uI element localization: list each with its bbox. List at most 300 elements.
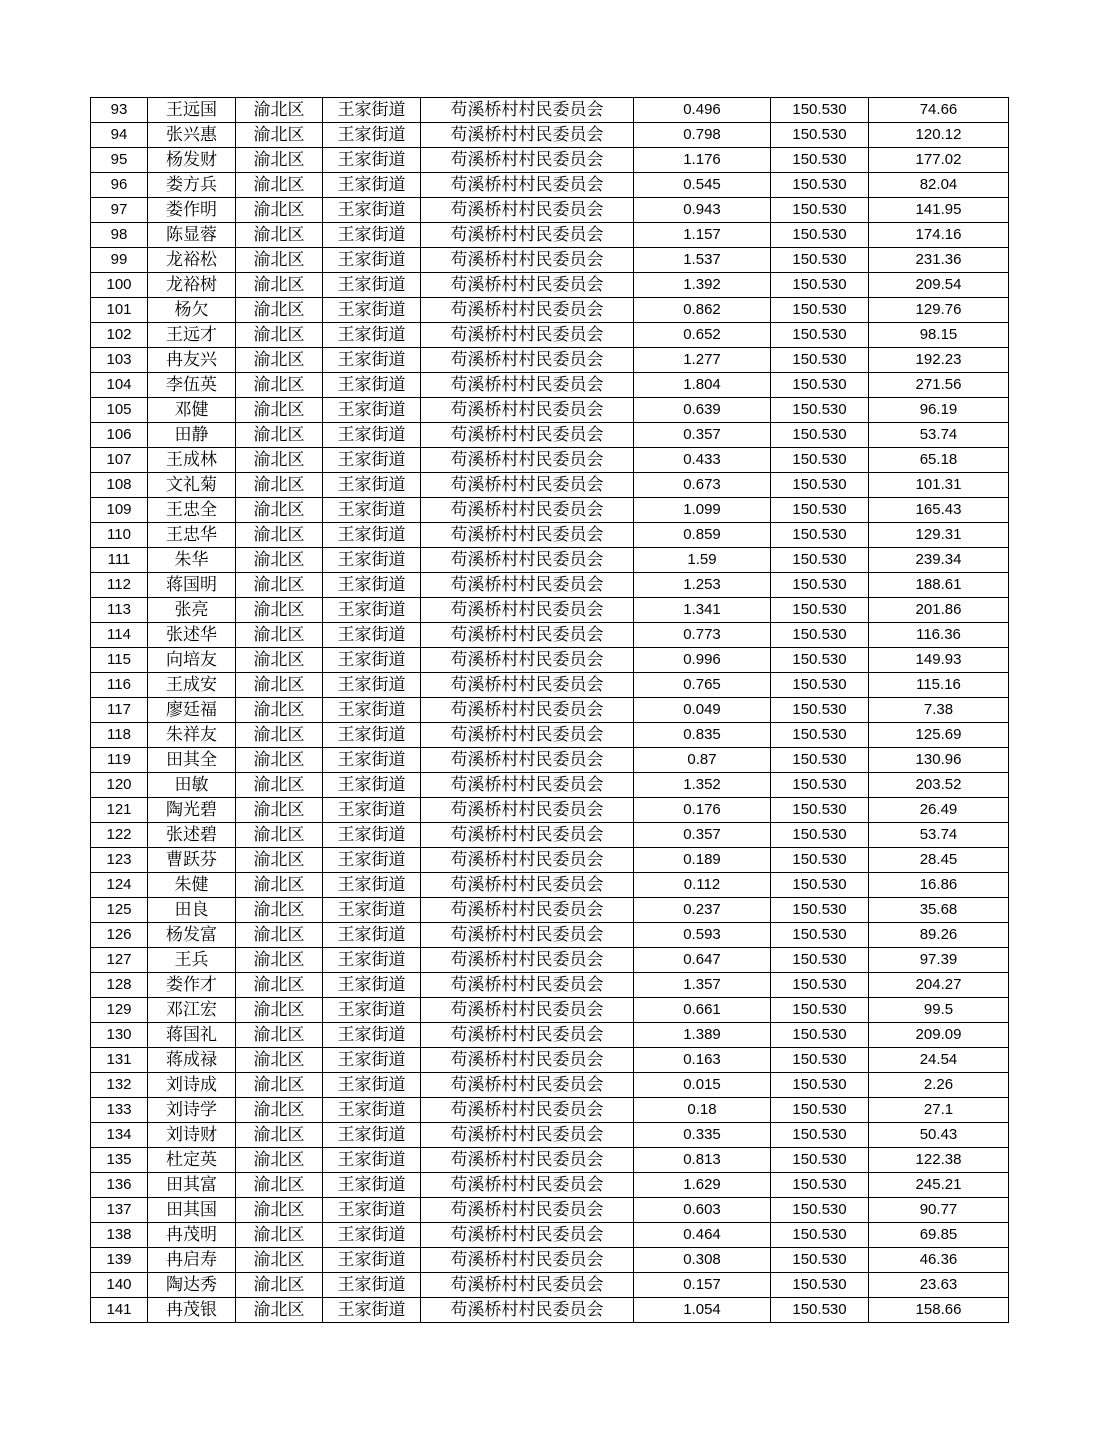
cell-committee: 苟溪桥村村民委员会 bbox=[421, 723, 634, 748]
cell-district: 渝北区 bbox=[236, 1148, 323, 1173]
cell-committee: 苟溪桥村村民委员会 bbox=[421, 423, 634, 448]
cell-committee: 苟溪桥村村民委员会 bbox=[421, 498, 634, 523]
cell-district: 渝北区 bbox=[236, 698, 323, 723]
cell-unit-price: 150.530 bbox=[771, 673, 869, 698]
cell-row-number: 96 bbox=[91, 173, 148, 198]
cell-row-number: 124 bbox=[91, 873, 148, 898]
cell-street: 王家街道 bbox=[323, 698, 421, 723]
table-row bbox=[91, 1198, 1009, 1223]
cell-name: 王远才 bbox=[148, 323, 236, 348]
cell-district: 渝北区 bbox=[236, 1198, 323, 1223]
cell-name: 陶达秀 bbox=[148, 1273, 236, 1298]
cell-district: 渝北区 bbox=[236, 798, 323, 823]
cell-area: 0.049 bbox=[634, 698, 771, 723]
cell-unit-price: 150.530 bbox=[771, 748, 869, 773]
cell-amount: 99.5 bbox=[869, 998, 1009, 1023]
cell-district: 渝北区 bbox=[236, 1248, 323, 1273]
cell-unit-price: 150.530 bbox=[771, 1048, 869, 1073]
cell-committee: 苟溪桥村村民委员会 bbox=[421, 298, 634, 323]
cell-area: 0.176 bbox=[634, 798, 771, 823]
cell-amount: 245.21 bbox=[869, 1173, 1009, 1198]
cell-district: 渝北区 bbox=[236, 948, 323, 973]
cell-area: 0.773 bbox=[634, 623, 771, 648]
cell-row-number: 114 bbox=[91, 623, 148, 648]
cell-committee: 苟溪桥村村民委员会 bbox=[421, 473, 634, 498]
cell-area: 1.253 bbox=[634, 573, 771, 598]
cell-amount: 122.38 bbox=[869, 1148, 1009, 1173]
cell-street: 王家街道 bbox=[323, 873, 421, 898]
cell-row-number: 134 bbox=[91, 1123, 148, 1148]
cell-unit-price: 150.530 bbox=[771, 1223, 869, 1248]
cell-area: 0.308 bbox=[634, 1248, 771, 1273]
cell-street: 王家街道 bbox=[323, 1248, 421, 1273]
cell-committee: 苟溪桥村村民委员会 bbox=[421, 1098, 634, 1123]
cell-name: 龙裕树 bbox=[148, 273, 236, 298]
cell-amount: 201.86 bbox=[869, 598, 1009, 623]
cell-district: 渝北区 bbox=[236, 873, 323, 898]
table-row bbox=[91, 523, 1009, 548]
cell-committee: 苟溪桥村村民委员会 bbox=[421, 673, 634, 698]
cell-amount: 165.43 bbox=[869, 498, 1009, 523]
cell-name: 田静 bbox=[148, 423, 236, 448]
table-row bbox=[91, 873, 1009, 898]
cell-committee: 苟溪桥村村民委员会 bbox=[421, 973, 634, 998]
cell-unit-price: 150.530 bbox=[771, 623, 869, 648]
cell-district: 渝北区 bbox=[236, 998, 323, 1023]
cell-unit-price: 150.530 bbox=[771, 373, 869, 398]
table-row bbox=[91, 148, 1009, 173]
cell-area: 1.277 bbox=[634, 348, 771, 373]
table-body bbox=[91, 98, 1009, 1323]
cell-committee: 苟溪桥村村民委员会 bbox=[421, 1223, 634, 1248]
cell-amount: 82.04 bbox=[869, 173, 1009, 198]
cell-row-number: 141 bbox=[91, 1298, 148, 1323]
cell-name: 刘诗成 bbox=[148, 1073, 236, 1098]
cell-amount: 116.36 bbox=[869, 623, 1009, 648]
cell-committee: 苟溪桥村村民委员会 bbox=[421, 523, 634, 548]
cell-row-number: 131 bbox=[91, 1048, 148, 1073]
cell-committee: 苟溪桥村村民委员会 bbox=[421, 1248, 634, 1273]
cell-street: 王家街道 bbox=[323, 1223, 421, 1248]
table-row bbox=[91, 798, 1009, 823]
cell-name: 王远国 bbox=[148, 98, 236, 123]
cell-unit-price: 150.530 bbox=[771, 798, 869, 823]
cell-name: 田敏 bbox=[148, 773, 236, 798]
table-row bbox=[91, 648, 1009, 673]
cell-name: 王忠全 bbox=[148, 498, 236, 523]
cell-name: 杨欠 bbox=[148, 298, 236, 323]
cell-district: 渝北区 bbox=[236, 473, 323, 498]
cell-street: 王家街道 bbox=[323, 1173, 421, 1198]
cell-district: 渝北区 bbox=[236, 923, 323, 948]
cell-unit-price: 150.530 bbox=[771, 848, 869, 873]
cell-unit-price: 150.530 bbox=[771, 448, 869, 473]
cell-committee: 苟溪桥村村民委员会 bbox=[421, 798, 634, 823]
cell-district: 渝北区 bbox=[236, 498, 323, 523]
cell-committee: 苟溪桥村村民委员会 bbox=[421, 648, 634, 673]
cell-row-number: 111 bbox=[91, 548, 148, 573]
cell-amount: 174.16 bbox=[869, 223, 1009, 248]
cell-street: 王家街道 bbox=[323, 998, 421, 1023]
cell-unit-price: 150.530 bbox=[771, 1148, 869, 1173]
cell-unit-price: 150.530 bbox=[771, 923, 869, 948]
table-row bbox=[91, 598, 1009, 623]
cell-amount: 7.38 bbox=[869, 698, 1009, 723]
cell-committee: 苟溪桥村村民委员会 bbox=[421, 448, 634, 473]
cell-amount: 115.16 bbox=[869, 673, 1009, 698]
cell-district: 渝北区 bbox=[236, 823, 323, 848]
cell-amount: 177.02 bbox=[869, 148, 1009, 173]
cell-unit-price: 150.530 bbox=[771, 1073, 869, 1098]
cell-amount: 53.74 bbox=[869, 423, 1009, 448]
cell-district: 渝北区 bbox=[236, 448, 323, 473]
cell-amount: 149.93 bbox=[869, 648, 1009, 673]
cell-unit-price: 150.530 bbox=[771, 1273, 869, 1298]
cell-row-number: 138 bbox=[91, 1223, 148, 1248]
cell-name: 冉启寿 bbox=[148, 1248, 236, 1273]
cell-row-number: 106 bbox=[91, 423, 148, 448]
cell-committee: 苟溪桥村村民委员会 bbox=[421, 98, 634, 123]
cell-unit-price: 150.530 bbox=[771, 348, 869, 373]
cell-area: 1.392 bbox=[634, 273, 771, 298]
cell-area: 1.804 bbox=[634, 373, 771, 398]
cell-district: 渝北区 bbox=[236, 373, 323, 398]
cell-committee: 苟溪桥村村民委员会 bbox=[421, 1173, 634, 1198]
cell-street: 王家街道 bbox=[323, 148, 421, 173]
cell-area: 0.163 bbox=[634, 1048, 771, 1073]
cell-name: 刘诗财 bbox=[148, 1123, 236, 1148]
cell-amount: 158.66 bbox=[869, 1298, 1009, 1323]
cell-amount: 89.26 bbox=[869, 923, 1009, 948]
table-row bbox=[91, 823, 1009, 848]
cell-name: 张兴惠 bbox=[148, 123, 236, 148]
cell-committee: 苟溪桥村村民委员会 bbox=[421, 573, 634, 598]
cell-area: 0.798 bbox=[634, 123, 771, 148]
cell-name: 田其国 bbox=[148, 1198, 236, 1223]
cell-area: 0.545 bbox=[634, 173, 771, 198]
cell-area: 0.18 bbox=[634, 1098, 771, 1123]
cell-row-number: 130 bbox=[91, 1023, 148, 1048]
table-row bbox=[91, 1298, 1009, 1323]
table-row bbox=[91, 923, 1009, 948]
cell-area: 0.835 bbox=[634, 723, 771, 748]
cell-name: 王兵 bbox=[148, 948, 236, 973]
cell-district: 渝北区 bbox=[236, 398, 323, 423]
cell-street: 王家街道 bbox=[323, 823, 421, 848]
cell-amount: 129.76 bbox=[869, 298, 1009, 323]
table-row bbox=[91, 498, 1009, 523]
cell-committee: 苟溪桥村村民委员会 bbox=[421, 1198, 634, 1223]
cell-unit-price: 150.530 bbox=[771, 223, 869, 248]
cell-row-number: 95 bbox=[91, 148, 148, 173]
cell-row-number: 132 bbox=[91, 1073, 148, 1098]
cell-committee: 苟溪桥村村民委员会 bbox=[421, 1148, 634, 1173]
cell-amount: 239.34 bbox=[869, 548, 1009, 573]
cell-unit-price: 150.530 bbox=[771, 823, 869, 848]
cell-amount: 53.74 bbox=[869, 823, 1009, 848]
cell-street: 王家街道 bbox=[323, 173, 421, 198]
cell-committee: 苟溪桥村村民委员会 bbox=[421, 123, 634, 148]
table-row bbox=[91, 848, 1009, 873]
cell-row-number: 100 bbox=[91, 273, 148, 298]
cell-name: 邓江宏 bbox=[148, 998, 236, 1023]
cell-unit-price: 150.530 bbox=[771, 423, 869, 448]
table-row bbox=[91, 1273, 1009, 1298]
cell-area: 0.652 bbox=[634, 323, 771, 348]
cell-unit-price: 150.530 bbox=[771, 123, 869, 148]
cell-row-number: 126 bbox=[91, 923, 148, 948]
cell-name: 田其全 bbox=[148, 748, 236, 773]
cell-name: 杜定英 bbox=[148, 1148, 236, 1173]
cell-row-number: 99 bbox=[91, 248, 148, 273]
cell-area: 1.357 bbox=[634, 973, 771, 998]
cell-unit-price: 150.530 bbox=[771, 573, 869, 598]
cell-row-number: 135 bbox=[91, 1148, 148, 1173]
cell-street: 王家街道 bbox=[323, 98, 421, 123]
cell-name: 朱华 bbox=[148, 548, 236, 573]
cell-row-number: 93 bbox=[91, 98, 148, 123]
cell-district: 渝北区 bbox=[236, 1023, 323, 1048]
cell-amount: 209.09 bbox=[869, 1023, 1009, 1048]
cell-area: 0.859 bbox=[634, 523, 771, 548]
cell-amount: 50.43 bbox=[869, 1123, 1009, 1148]
cell-row-number: 105 bbox=[91, 398, 148, 423]
table-row bbox=[91, 1073, 1009, 1098]
cell-amount: 96.19 bbox=[869, 398, 1009, 423]
cell-row-number: 137 bbox=[91, 1198, 148, 1223]
cell-unit-price: 150.530 bbox=[771, 1023, 869, 1048]
cell-amount: 27.1 bbox=[869, 1098, 1009, 1123]
table-row bbox=[91, 623, 1009, 648]
cell-district: 渝北区 bbox=[236, 748, 323, 773]
cell-name: 刘诗学 bbox=[148, 1098, 236, 1123]
cell-amount: 65.18 bbox=[869, 448, 1009, 473]
cell-unit-price: 150.530 bbox=[771, 1123, 869, 1148]
table-row bbox=[91, 1148, 1009, 1173]
cell-unit-price: 150.530 bbox=[771, 948, 869, 973]
cell-row-number: 108 bbox=[91, 473, 148, 498]
cell-row-number: 113 bbox=[91, 598, 148, 623]
cell-unit-price: 150.530 bbox=[771, 1098, 869, 1123]
cell-street: 王家街道 bbox=[323, 248, 421, 273]
cell-committee: 苟溪桥村村民委员会 bbox=[421, 373, 634, 398]
cell-street: 王家街道 bbox=[323, 548, 421, 573]
cell-name: 朱祥友 bbox=[148, 723, 236, 748]
cell-street: 王家街道 bbox=[323, 748, 421, 773]
cell-unit-price: 150.530 bbox=[771, 1173, 869, 1198]
cell-area: 0.433 bbox=[634, 448, 771, 473]
cell-row-number: 122 bbox=[91, 823, 148, 848]
cell-amount: 74.66 bbox=[869, 98, 1009, 123]
cell-row-number: 102 bbox=[91, 323, 148, 348]
cell-row-number: 112 bbox=[91, 573, 148, 598]
cell-street: 王家街道 bbox=[323, 123, 421, 148]
cell-district: 渝北区 bbox=[236, 423, 323, 448]
table-row bbox=[91, 898, 1009, 923]
cell-name: 田良 bbox=[148, 898, 236, 923]
cell-row-number: 117 bbox=[91, 698, 148, 723]
cell-district: 渝北区 bbox=[236, 598, 323, 623]
cell-amount: 35.68 bbox=[869, 898, 1009, 923]
cell-row-number: 140 bbox=[91, 1273, 148, 1298]
cell-unit-price: 150.530 bbox=[771, 173, 869, 198]
cell-amount: 120.12 bbox=[869, 123, 1009, 148]
cell-name: 娄作才 bbox=[148, 973, 236, 998]
cell-amount: 46.36 bbox=[869, 1248, 1009, 1273]
cell-area: 0.496 bbox=[634, 98, 771, 123]
cell-street: 王家街道 bbox=[323, 373, 421, 398]
cell-district: 渝北区 bbox=[236, 898, 323, 923]
cell-row-number: 110 bbox=[91, 523, 148, 548]
cell-area: 1.054 bbox=[634, 1298, 771, 1323]
cell-name: 冉茂银 bbox=[148, 1298, 236, 1323]
cell-street: 王家街道 bbox=[323, 848, 421, 873]
cell-name: 张亮 bbox=[148, 598, 236, 623]
cell-unit-price: 150.530 bbox=[771, 273, 869, 298]
cell-name: 蒋国礼 bbox=[148, 1023, 236, 1048]
cell-row-number: 118 bbox=[91, 723, 148, 748]
cell-amount: 188.61 bbox=[869, 573, 1009, 598]
cell-area: 0.996 bbox=[634, 648, 771, 673]
cell-area: 0.237 bbox=[634, 898, 771, 923]
cell-row-number: 94 bbox=[91, 123, 148, 148]
cell-committee: 苟溪桥村村民委员会 bbox=[421, 848, 634, 873]
cell-area: 1.537 bbox=[634, 248, 771, 273]
table-row bbox=[91, 473, 1009, 498]
cell-district: 渝北区 bbox=[236, 673, 323, 698]
cell-street: 王家街道 bbox=[323, 298, 421, 323]
cell-row-number: 123 bbox=[91, 848, 148, 873]
cell-amount: 209.54 bbox=[869, 273, 1009, 298]
cell-name: 陶光碧 bbox=[148, 798, 236, 823]
cell-committee: 苟溪桥村村民委员会 bbox=[421, 698, 634, 723]
cell-row-number: 103 bbox=[91, 348, 148, 373]
cell-street: 王家街道 bbox=[323, 223, 421, 248]
cell-district: 渝北区 bbox=[236, 573, 323, 598]
cell-unit-price: 150.530 bbox=[771, 323, 869, 348]
cell-amount: 23.63 bbox=[869, 1273, 1009, 1298]
cell-committee: 苟溪桥村村民委员会 bbox=[421, 598, 634, 623]
cell-unit-price: 150.530 bbox=[771, 398, 869, 423]
cell-amount: 204.27 bbox=[869, 973, 1009, 998]
cell-street: 王家街道 bbox=[323, 1273, 421, 1298]
cell-unit-price: 150.530 bbox=[771, 723, 869, 748]
cell-row-number: 116 bbox=[91, 673, 148, 698]
cell-committee: 苟溪桥村村民委员会 bbox=[421, 1123, 634, 1148]
cell-row-number: 109 bbox=[91, 498, 148, 523]
cell-district: 渝北区 bbox=[236, 198, 323, 223]
cell-street: 王家街道 bbox=[323, 1073, 421, 1098]
cell-street: 王家街道 bbox=[323, 973, 421, 998]
cell-committee: 苟溪桥村村民委员会 bbox=[421, 223, 634, 248]
cell-area: 0.603 bbox=[634, 1198, 771, 1223]
table-row bbox=[91, 273, 1009, 298]
cell-unit-price: 150.530 bbox=[771, 898, 869, 923]
cell-unit-price: 150.530 bbox=[771, 973, 869, 998]
cell-amount: 26.49 bbox=[869, 798, 1009, 823]
table-row bbox=[91, 723, 1009, 748]
table-row bbox=[91, 948, 1009, 973]
cell-district: 渝北区 bbox=[236, 1173, 323, 1198]
cell-row-number: 120 bbox=[91, 773, 148, 798]
cell-area: 0.112 bbox=[634, 873, 771, 898]
cell-area: 0.813 bbox=[634, 1148, 771, 1173]
cell-street: 王家街道 bbox=[323, 1298, 421, 1323]
table-row bbox=[91, 773, 1009, 798]
cell-committee: 苟溪桥村村民委员会 bbox=[421, 1023, 634, 1048]
cell-committee: 苟溪桥村村民委员会 bbox=[421, 748, 634, 773]
cell-street: 王家街道 bbox=[323, 948, 421, 973]
cell-street: 王家街道 bbox=[323, 1198, 421, 1223]
cell-name: 冉茂明 bbox=[148, 1223, 236, 1248]
cell-row-number: 127 bbox=[91, 948, 148, 973]
cell-name: 王成林 bbox=[148, 448, 236, 473]
cell-street: 王家街道 bbox=[323, 523, 421, 548]
cell-district: 渝北区 bbox=[236, 348, 323, 373]
cell-street: 王家街道 bbox=[323, 623, 421, 648]
cell-street: 王家街道 bbox=[323, 198, 421, 223]
table-row bbox=[91, 1223, 1009, 1248]
cell-row-number: 136 bbox=[91, 1173, 148, 1198]
cell-name: 王成安 bbox=[148, 673, 236, 698]
cell-unit-price: 150.530 bbox=[771, 873, 869, 898]
cell-street: 王家街道 bbox=[323, 448, 421, 473]
cell-amount: 90.77 bbox=[869, 1198, 1009, 1223]
cell-amount: 130.96 bbox=[869, 748, 1009, 773]
table-row bbox=[91, 1173, 1009, 1198]
cell-area: 0.862 bbox=[634, 298, 771, 323]
cell-street: 王家街道 bbox=[323, 1023, 421, 1048]
cell-committee: 苟溪桥村村民委员会 bbox=[421, 398, 634, 423]
cell-area: 0.357 bbox=[634, 823, 771, 848]
cell-street: 王家街道 bbox=[323, 398, 421, 423]
cell-unit-price: 150.530 bbox=[771, 498, 869, 523]
cell-name: 龙裕松 bbox=[148, 248, 236, 273]
cell-row-number: 129 bbox=[91, 998, 148, 1023]
cell-unit-price: 150.530 bbox=[771, 698, 869, 723]
table-row bbox=[91, 173, 1009, 198]
table-row bbox=[91, 423, 1009, 448]
cell-area: 0.639 bbox=[634, 398, 771, 423]
cell-committee: 苟溪桥村村民委员会 bbox=[421, 148, 634, 173]
cell-district: 渝北区 bbox=[236, 173, 323, 198]
cell-unit-price: 150.530 bbox=[771, 198, 869, 223]
cell-street: 王家街道 bbox=[323, 923, 421, 948]
cell-name: 向培友 bbox=[148, 648, 236, 673]
cell-district: 渝北区 bbox=[236, 723, 323, 748]
table-row bbox=[91, 673, 1009, 698]
cell-street: 王家街道 bbox=[323, 598, 421, 623]
cell-unit-price: 150.530 bbox=[771, 648, 869, 673]
cell-row-number: 139 bbox=[91, 1248, 148, 1273]
table-row bbox=[91, 1248, 1009, 1273]
table-row bbox=[91, 548, 1009, 573]
cell-district: 渝北区 bbox=[236, 323, 323, 348]
cell-name: 文礼菊 bbox=[148, 473, 236, 498]
cell-name: 杨发财 bbox=[148, 148, 236, 173]
cell-unit-price: 150.530 bbox=[771, 773, 869, 798]
cell-name: 曹跃芬 bbox=[148, 848, 236, 873]
cell-unit-price: 150.530 bbox=[771, 473, 869, 498]
cell-amount: 28.45 bbox=[869, 848, 1009, 873]
table-row bbox=[91, 448, 1009, 473]
cell-amount: 2.26 bbox=[869, 1073, 1009, 1098]
table-row bbox=[91, 698, 1009, 723]
cell-area: 0.87 bbox=[634, 748, 771, 773]
cell-committee: 苟溪桥村村民委员会 bbox=[421, 248, 634, 273]
cell-amount: 16.86 bbox=[869, 873, 1009, 898]
cell-area: 1.099 bbox=[634, 498, 771, 523]
